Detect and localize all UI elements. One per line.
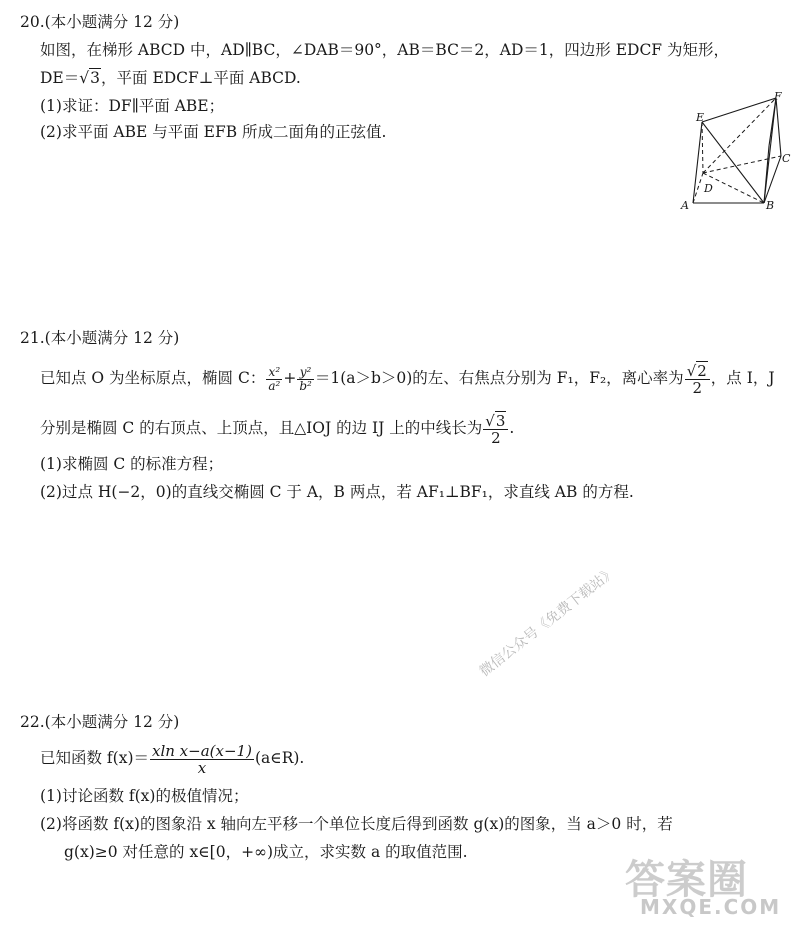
q22-part2: (2)将函数 f(x)的图象沿 x 轴向左平移一个单位长度后得到函数 g(x)的图象，当 a＞0 时，若 [40, 815, 673, 833]
q20-part1: (1)求证：DF∥平面 ABE； [40, 97, 225, 115]
frac-y2-b2: $\frac{\text{y²}}{\text{b²}}$ [299, 364, 312, 393]
q20-part2: (2)求平面 ABE 与平面 EFB 所成二面角的正弦值. [40, 123, 387, 141]
site-logo-big: 答案圈 [625, 857, 748, 903]
watermark: 微信公众号《免费下载站》 [476, 563, 620, 680]
frac-median: $\frac{√3}{2}$ [483, 413, 508, 446]
vertex-F: F [774, 90, 782, 103]
sqrt-3: 3 [90, 69, 101, 87]
frac-eccentricity: $\frac{√2}{2}$ [685, 363, 710, 396]
site-logo-small: MXQE.COM [640, 895, 782, 919]
frac-x2-a2: $\frac{\text{x²}}{\text{a²}}$ [268, 364, 281, 393]
q21-line1: 已知点 O 为坐标原点，椭圆 C： $\frac{\text{x²}}{\text{a²}}$ + $\frac{\text{y²}}{\text{b²}}$ ＝1(a＞b＞0)的左、右焦点分别为 F₁，F₂，离心率为 $\frac{√2}{2}$ ，点 I，J [40, 361, 775, 397]
q21-line2: 分别是椭圆 C 的右顶点、上顶点，且△IOJ 的边 IJ 上的中线长为 $\frac{√3}{2}$ . [40, 411, 515, 447]
q21-heading: 21.(本小题满分 12 分) [20, 329, 180, 347]
q20-line2: DE＝√3，平面 EDCF⊥平面 ABCD. [40, 69, 301, 87]
vertex-B: B [766, 199, 775, 212]
frac-function: $\frac{\text{xln x−a(x−1)}}{x}$ [152, 741, 252, 777]
vertex-A: A [681, 199, 689, 212]
vertex-C: C [782, 152, 791, 165]
q20-line1: 如图，在梯形 ABCD 中，AD∥BC，∠DAB＝90°，AB＝BC＝2，AD＝1，四边形 EDCF 为矩形， [40, 41, 729, 59]
q20-figure [676, 88, 796, 216]
q22-part2-cont: g(x)≥0 对任意的 x∈[0，+∞)成立，求实数 a 的取值范围. [64, 843, 468, 861]
q22-part1: (1)讨论函数 f(x)的极值情况； [40, 787, 249, 805]
q20-heading: 20.(本小题满分 12 分) [20, 13, 180, 31]
q22-heading: 22.(本小题满分 12 分) [20, 713, 180, 731]
vertex-E: E [696, 111, 705, 124]
q21-part2: (2)过点 H(−2，0)的直线交椭圆 C 于 A，B 两点，若 AF₁⊥BF₁，求直线 AB 的方程. [40, 483, 634, 501]
q21-part1: (1)求椭圆 C 的标准方程； [40, 455, 224, 473]
vertex-D: D [704, 182, 713, 195]
q22-line1: 已知函数 f(x)＝ $\frac{\text{xln x−a(x−1)}}{x}$ (a∈R). [40, 741, 305, 777]
